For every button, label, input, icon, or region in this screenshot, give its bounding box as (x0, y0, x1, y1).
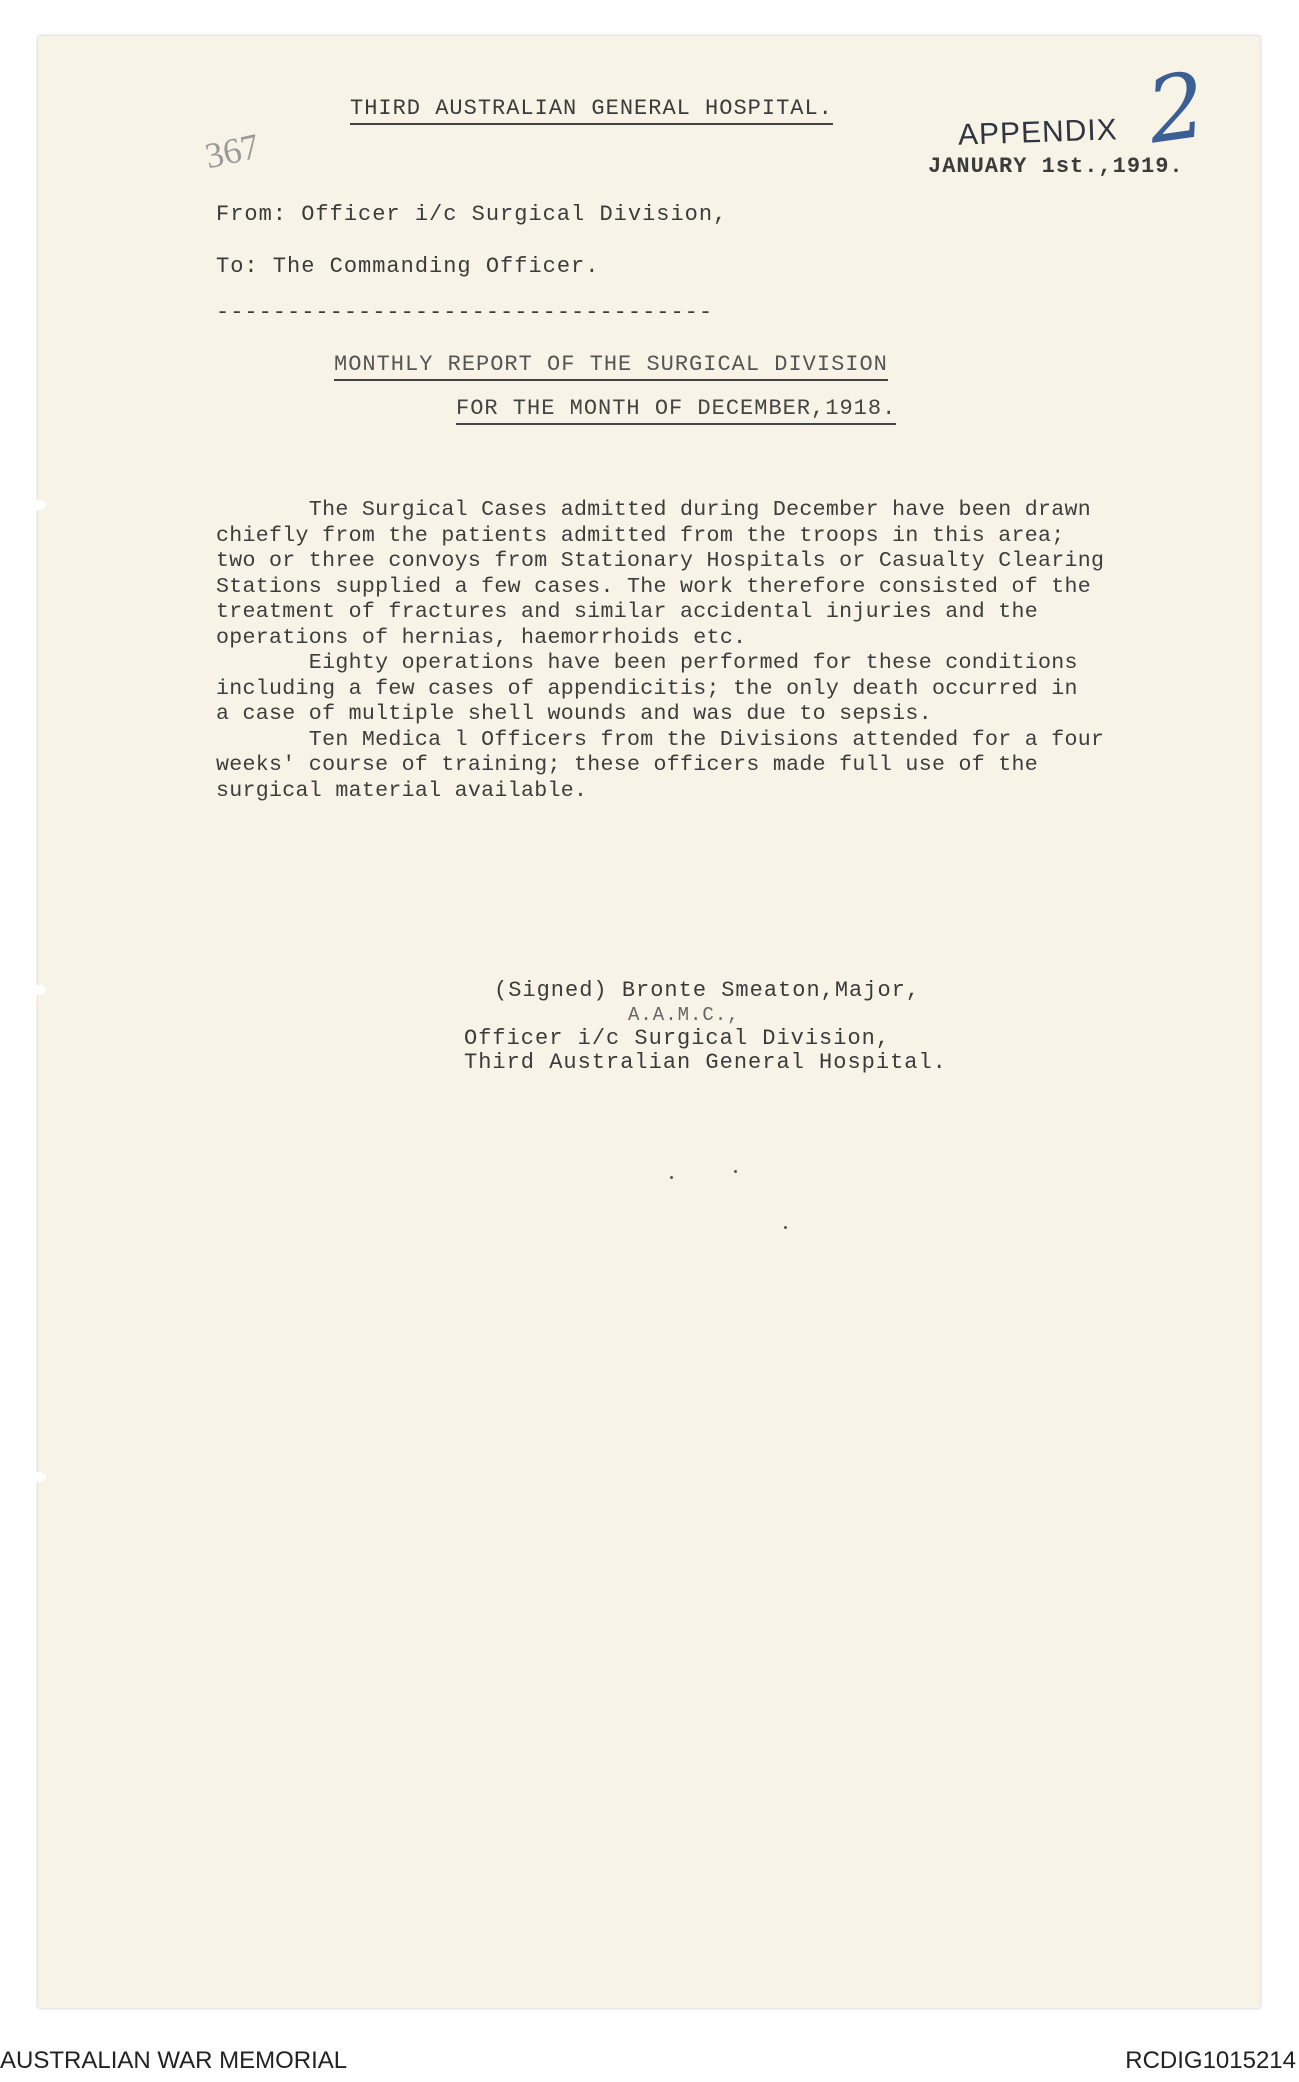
body-line: operations of hernias, haemorrhoids etc. (216, 625, 747, 650)
report-body (216, 498, 1246, 804)
body-line: treatment of fractures and similar accidental injuries and the (216, 600, 1039, 624)
body-line: surgical material available. (216, 778, 588, 803)
from-line: From: Officer i/c Surgical Division, (216, 202, 728, 227)
signature-corps: A.A.M.C., (628, 1004, 740, 1026)
signature-unit: Third Australian General Hospital. (464, 1050, 947, 1075)
body-line: Ten Medica l Officers from the Divisions attended for a four (216, 727, 1105, 752)
body-line: weeks' course of training; these officers made full use of the (216, 753, 1039, 777)
signature-title: Officer i/c Surgical Division, (464, 1026, 891, 1051)
handwritten-appendix-number: 2 (1140, 52, 1213, 165)
report-subtitle: FOR THE MONTH OF DECEMBER,1918. (456, 396, 896, 425)
body-line: Eighty operations have been performed for these conditions (216, 651, 1078, 675)
appendix-stamp: APPENDIX (957, 113, 1119, 152)
paper-speck (734, 1170, 737, 1173)
page-number: 367 (201, 125, 263, 177)
paper-speck (670, 1176, 673, 1179)
body-line: a case of multiple shell wounds and was due to sepsis. (216, 702, 932, 726)
report-title: MONTHLY REPORT OF THE SURGICAL DIVISION (334, 352, 888, 381)
paper-speck (784, 1226, 787, 1229)
paper-edge-nick (32, 1472, 46, 1482)
body-line: including a few cases of appendicitis; the only death occurred in (216, 676, 1078, 701)
body-line: The Surgical Cases admitted during December have been drawn (216, 498, 1092, 522)
footer-archive-name: AUSTRALIAN WAR MEMORIAL (0, 2047, 348, 2074)
body-line: chiefly from the patients admitted from the troops in this area; (216, 523, 1065, 548)
separator-line: ----------------------------------- (216, 300, 714, 325)
paper-edge-nick (32, 985, 46, 995)
document-date: JANUARY 1st.,1919. (928, 154, 1184, 179)
paper-edge-nick (32, 500, 46, 510)
body-line: two or three convoys from Stationary Hospitals or Casualty Clearing (216, 549, 1105, 573)
body-line: Stations supplied a few cases. The work therefore consisted of the (216, 574, 1092, 599)
to-line: To: The Commanding Officer. (216, 254, 600, 279)
hospital-header: THIRD AUSTRALIAN GENERAL HOSPITAL. (350, 96, 833, 125)
footer-record-id: RCDIG1015214 (1125, 2047, 1296, 2074)
signature-line: (Signed) Bronte Smeaton,Major, (494, 978, 921, 1003)
